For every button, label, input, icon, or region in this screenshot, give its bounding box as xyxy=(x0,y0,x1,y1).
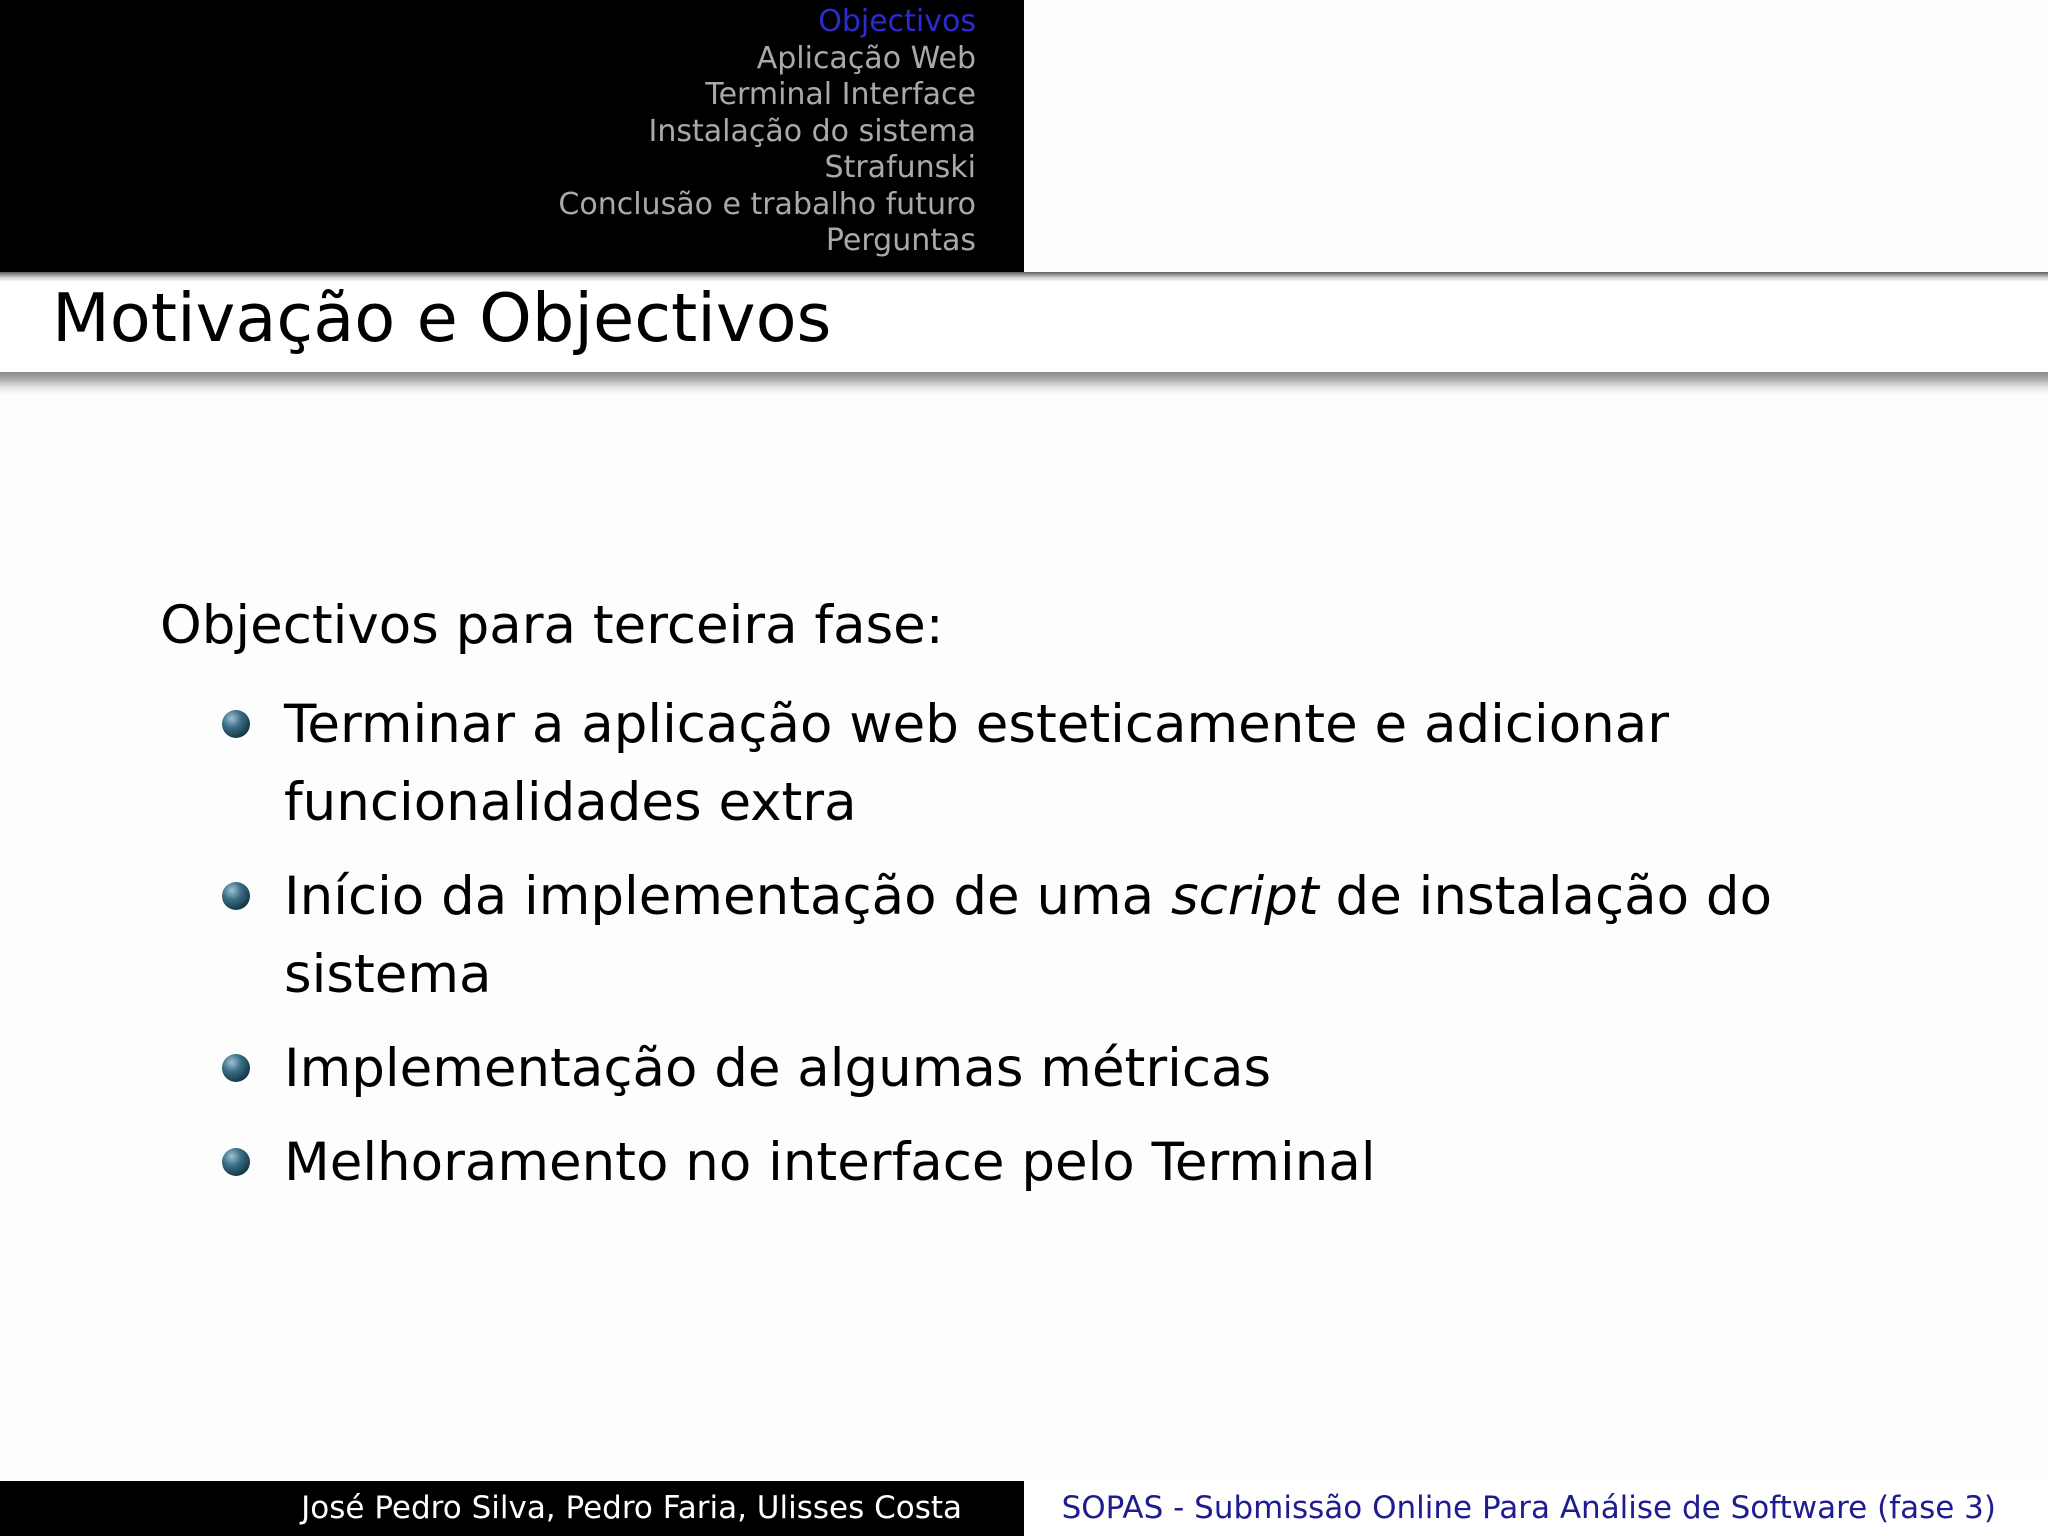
footer-authors-bar xyxy=(0,1481,1024,1536)
list-item-text-before: Início da implementação de uma xyxy=(284,866,1171,927)
list-item-emphasis: script xyxy=(1171,866,1319,927)
list-item xyxy=(222,1124,1862,1202)
intro-text: Objectivos para terceira fase: xyxy=(160,595,944,656)
section-nav-list xyxy=(558,4,976,260)
list-item-text: Terminar a aplicação web esteticamente e adicionar funcionalidades extra xyxy=(284,694,1669,833)
nav-item-strafunski[interactable]: Strafunski xyxy=(824,150,976,185)
bullet-ball-icon xyxy=(222,1148,250,1176)
nav-item-aplicacao-web[interactable]: Aplicação Web xyxy=(756,40,976,76)
title-band-bottom-shadow xyxy=(0,372,2048,394)
nav-item-terminal-interface[interactable]: Terminal Interface xyxy=(705,77,976,112)
list-item xyxy=(222,686,1862,842)
list-item xyxy=(222,858,1862,1014)
bullet-ball-icon xyxy=(222,1054,250,1082)
frame-title: Motivação e Objectivos xyxy=(52,279,832,357)
nav-item-conclusao[interactable]: Conclusão e trabalho futuro xyxy=(558,186,976,222)
nav-item-perguntas[interactable]: Perguntas xyxy=(825,223,976,258)
nav-item-instalacao-do-sistema[interactable]: Instalação do sistema xyxy=(648,113,976,149)
section-navigation xyxy=(0,0,1024,272)
footer-authors: José Pedro Silva, Pedro Faria, Ulisses Costa xyxy=(301,1490,962,1526)
list-item-text: Implementação de algumas métricas xyxy=(284,1038,1272,1099)
objectives-list xyxy=(222,686,1862,1218)
footer-title-bar xyxy=(1024,1481,2048,1536)
bullet-ball-icon xyxy=(222,710,250,738)
footer-presentation-title: SOPAS - Submissão Online Para Análise de Software (fase 3) xyxy=(1061,1490,1996,1526)
list-item-text-after: de instalação do sistema xyxy=(284,866,1772,1005)
list-item-text: Melhoramento no interface pelo Terminal xyxy=(284,1132,1376,1193)
list-item xyxy=(222,1030,1862,1108)
nav-item-objectivos[interactable]: Objectivos xyxy=(818,4,976,39)
bullet-ball-icon xyxy=(222,882,250,910)
